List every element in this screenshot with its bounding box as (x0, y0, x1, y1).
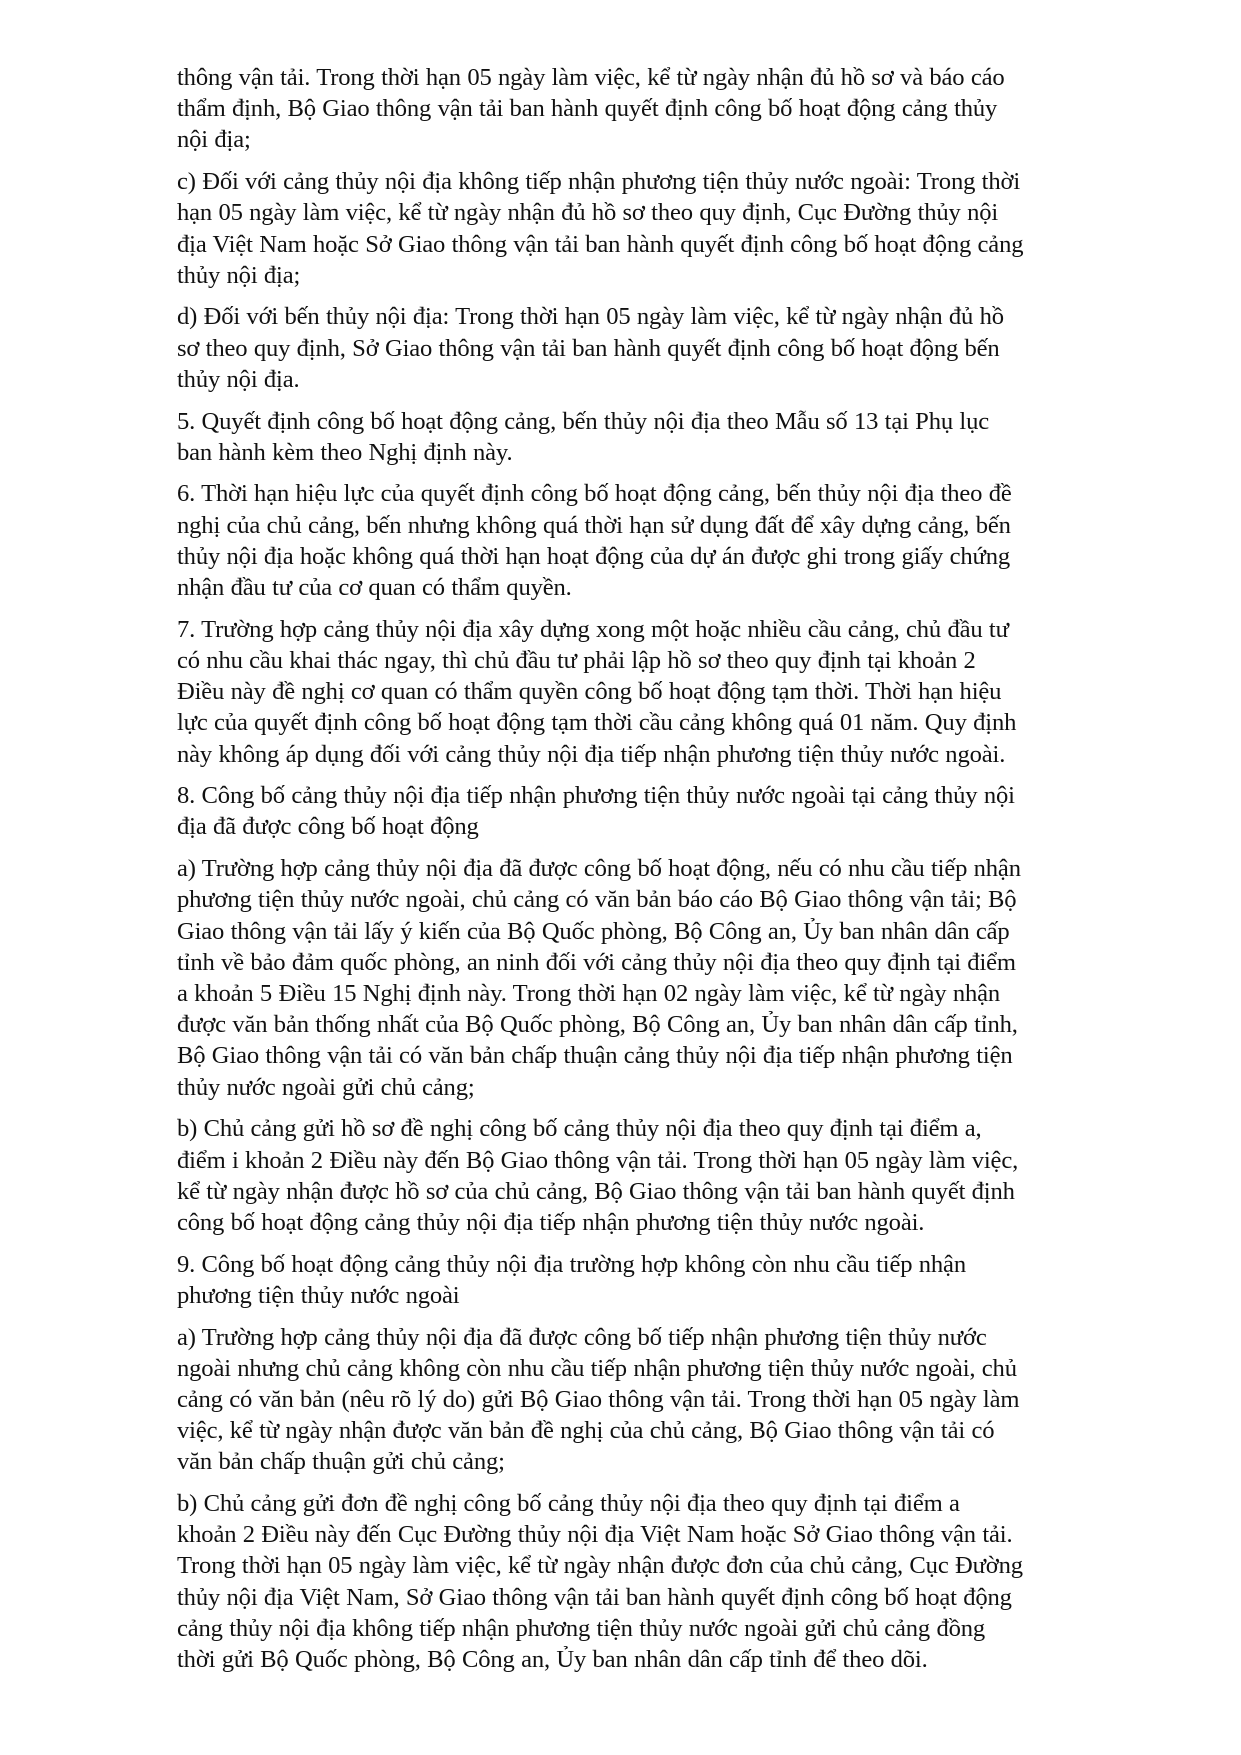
paragraph-8b: b) Chủ cảng gửi hồ sơ đề nghị công bố cảng thủy nội địa theo quy định tại điểm a, điểm i khoản 2 Điều này đến Bộ Giao thông vận tải. Trong thời hạn 05 ngày làm việc, kể từ ngày nhận được hồ sơ của chủ cảng, Bộ Giao thông vận tải ban hành quyết định công bố hoạt động cảng thủy nội địa tiếp nhận phương tiện thủy nước ngoài. (177, 1115, 1019, 1236)
document-page (177, 62, 1112, 1686)
paragraph-9a: a) Trường hợp cảng thủy nội địa đã được công bố tiếp nhận phương tiện thủy nước ngoài nhưng chủ cảng không còn nhu cầu tiếp nhận phương tiện thủy nước ngoài, chủ cảng có văn bản (nêu rõ lý do) gửi Bộ Giao thông vận tải. Trong thời hạn 05 ngày làm việc, kể từ ngày nhận được văn bản đề nghị của chủ cảng, Bộ Giao thông vận tải có văn bản chấp thuận gửi chủ cảng; (177, 1323, 1020, 1476)
paragraph-9-heading: 9. Công bố hoạt động cảng thủy nội địa trường hợp không còn nhu cầu tiếp nhận phương tiện thủy nước ngoài (177, 1250, 966, 1309)
paragraph-8a: a) Trường hợp cảng thủy nội địa đã được công bố hoạt động, nếu có nhu cầu tiếp nhận phương tiện thủy nước ngoài, chủ cảng có văn bản báo cáo Bộ Giao thông vận tải; Bộ Giao thông vận tải lấy ý kiến của Bộ Quốc phòng, Bộ Công an, Ủy ban nhân dân cấp tỉnh về bảo đảm quốc phòng, an ninh đối với cảng thủy nội địa theo quy định tại điểm a khoản 5 Điều 15 Nghị định này. Trong thời hạn 02 ngày làm việc, kể từ ngày nhận được văn bản thống nhất của Bộ Quốc phòng, Bộ Công an, Ủy ban nhân dân cấp tỉnh, Bộ Giao thông vận tải có văn bản chấp thuận cảng thủy nội địa tiếp nhận phương tiện thủy nước ngoài gửi chủ cảng; (177, 855, 1021, 1101)
paragraph-5: 5. Quyết định công bố hoạt động cảng, bến thủy nội địa theo Mẫu số 13 tại Phụ lục ban hành kèm theo Nghị định này. (177, 407, 989, 466)
paragraph-4c: c) Đối với cảng thủy nội địa không tiếp nhận phương tiện thủy nước ngoài: Trong thời hạn 05 ngày làm việc, kể từ ngày nhận đủ hồ sơ theo quy định, Cục Đường thủy nội địa Việt Nam hoặc Sở Giao thông vận tải ban hành quyết định công bố hoạt động cảng thủy nội địa; (177, 168, 1024, 289)
paragraph-6: 6. Thời hạn hiệu lực của quyết định công bố hoạt động cảng, bến thủy nội địa theo đề nghị của chủ cảng, bến nhưng không quá thời hạn sử dụng đất để xây dựng cảng, bến thủy nội địa hoặc không quá thời hạn hoạt động của dự án được ghi trong giấy chứng nhận đầu tư của cơ quan có thẩm quyền. (177, 480, 1012, 602)
paragraph-7: 7. Trường hợp cảng thủy nội địa xây dựng xong một hoặc nhiều cầu cảng, chủ đầu tư có nhu cầu khai thác ngay, thì chủ đầu tư phải lập hồ sơ theo quy định tại khoản 2 Điều này đề nghị cơ quan có thẩm quyền công bố hoạt động tạm thời. Thời hạn hiệu lực của quyết định công bố hoạt động tạm thời cầu cảng không quá 01 năm. Quy định này không áp dụng đối với cảng thủy nội địa tiếp nhận phương tiện thủy nước ngoài. (177, 615, 1017, 768)
paragraph-4d: d) Đối với bến thủy nội địa: Trong thời hạn 05 ngày làm việc, kể từ ngày nhận đủ hồ sơ theo quy định, Sở Giao thông vận tải ban hành quyết định công bố hoạt động bến thủy nội địa. (177, 303, 1004, 393)
paragraph-continuation: thông vận tải. Trong thời hạn 05 ngày làm việc, kể từ ngày nhận đủ hồ sơ và báo cáo thẩm định, Bộ Giao thông vận tải ban hành quyết định công bố hoạt động cảng thủy nội địa; (177, 64, 1005, 154)
paragraph-9b: b) Chủ cảng gửi đơn đề nghị công bố cảng thủy nội địa theo quy định tại điểm a khoản 2 Điều này đến Cục Đường thủy nội địa Việt Nam hoặc Sở Giao thông vận tải. Trong thời hạn 05 ngày làm việc, kể từ ngày nhận được đơn của chủ cảng, Cục Đường thủy nội địa Việt Nam, Sở Giao thông vận tải ban hành quyết định công bố hoạt động cảng thủy nội địa không tiếp nhận phương tiện thủy nước ngoài gửi chủ cảng đồng thời gửi Bộ Quốc phòng, Bộ Công an, Ủy ban nhân dân cấp tỉnh để theo dõi. (177, 1490, 1023, 1674)
paragraph-8-heading: 8. Công bố cảng thủy nội địa tiếp nhận phương tiện thủy nước ngoài tại cảng thủy nội địa đã được công bố hoạt động (177, 782, 1015, 841)
